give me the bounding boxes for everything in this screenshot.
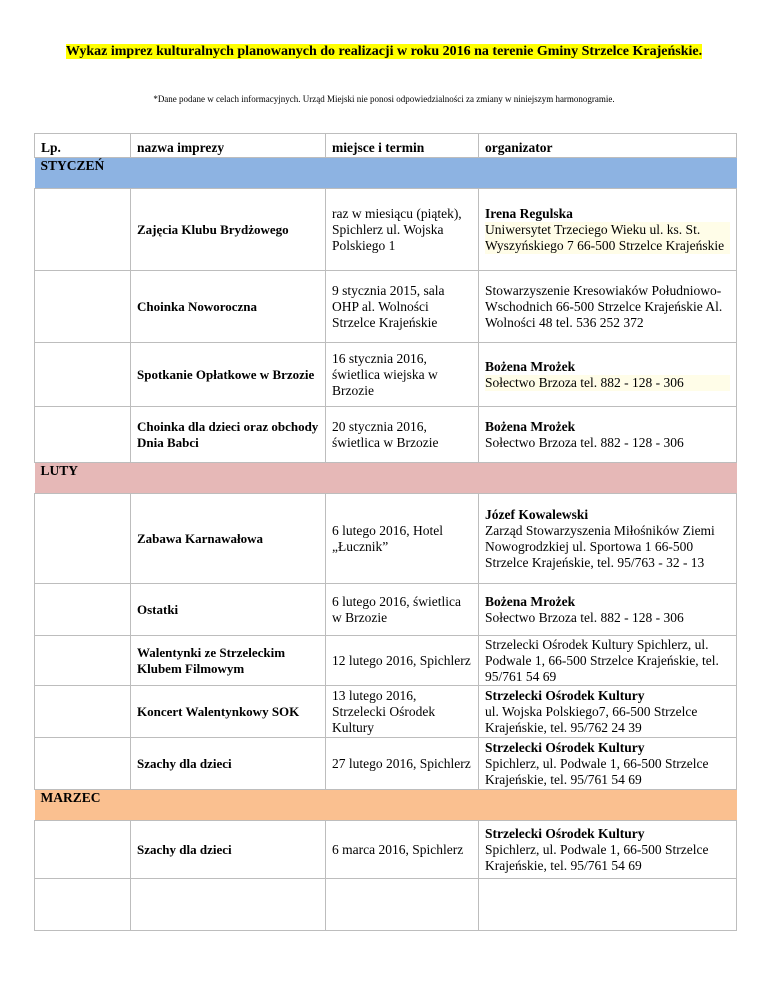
event-organizer: Strzelecki Ośrodek Kultury Spichlerz, ul. Podwale 1, 66-500 Strzelce Krajeńskie, tel. 95/761 54 69 (479, 821, 737, 879)
event-name: Choinka Noworoczna (131, 271, 326, 343)
table-row (35, 407, 737, 463)
event-place: 6 marca 2016, Spichlerz (326, 821, 479, 879)
event-organizer: Bożena Mrożek Sołectwo Brzoza tel. 882 - 128 - 306 (479, 584, 737, 636)
events-table (34, 133, 737, 931)
month-row-february (35, 463, 737, 494)
table-row (35, 189, 737, 271)
table-row (35, 821, 737, 879)
event-place: 16 stycznia 2016, świetlica wiejska w Brzozie (326, 343, 479, 407)
event-place: 13 lutego 2016, Strzelecki Ośrodek Kultury (326, 686, 479, 738)
header-place: miejsce i termin (326, 134, 479, 158)
event-organizer: Strzelecki Ośrodek Kultury ul. Wojska Polskiego7, 66-500 Strzelce Krajeńskie, tel. 95/762 24 39 (479, 686, 737, 738)
event-organizer: Bożena Mrożek Sołectwo Brzoza tel. 882 - 128 - 306 (479, 407, 737, 463)
event-name: Zajęcia Klubu Brydżowego (131, 189, 326, 271)
table-row (35, 738, 737, 790)
event-place: 12 lutego 2016, Spichlerz (326, 636, 479, 686)
event-name: Szachy dla dzieci (131, 821, 326, 879)
table-row (35, 686, 737, 738)
table-row (35, 584, 737, 636)
header-lp: Lp. (35, 134, 131, 158)
table-header (35, 134, 737, 158)
disclaimer-note: *Dane podane w celach informacyjnych. Urząd Miejski nie ponosi odpowiedzialności za zmiany w niniejszym harmonogramie. (153, 94, 615, 104)
event-organizer: Irena Regulska Uniwersytet Trzeciego Wieku ul. ks. St. Wyszyńskiego 7 66-500 Strzelce Krajeńskie (479, 189, 737, 271)
event-organizer: Strzelecki Ośrodek Kultury Spichlerz, ul. Podwale 1, 66-500 Strzelce Krajeńskie, tel. 95/761 54 69 (479, 738, 737, 790)
event-place: 6 lutego 2016, Hotel „Łucznik” (326, 494, 479, 584)
event-name: Szachy dla dzieci (131, 738, 326, 790)
event-name: Zabawa Karnawałowa (131, 494, 326, 584)
event-name: Koncert Walentynkowy SOK (131, 686, 326, 738)
header-organizer: organizator (479, 134, 737, 158)
table-row (35, 494, 737, 584)
event-place: 20 stycznia 2016, świetlica w Brzozie (326, 407, 479, 463)
month-label: STYCZEŃ (40, 158, 105, 173)
table-row (35, 636, 737, 686)
event-organizer: Bożena Mrożek Sołectwo Brzoza tel. 882 - 128 - 306 (479, 343, 737, 407)
event-name: Choinka dla dzieci oraz obchody Dnia Babci (131, 407, 326, 463)
document-title: Wykaz imprez kulturalnych planowanych do realizacji w roku 2016 na terenie Gminy Strzelce Krajeńskie. (65, 44, 703, 59)
event-name: Spotkanie Opłatkowe w Brzozie (131, 343, 326, 407)
event-organizer: Stowarzyszenie Kresowiaków Południowo-Wschodnich 66-500 Strzelce Krajeńskie Al. Wolności 48 tel. 536 252 372 (479, 271, 737, 343)
event-name: Ostatki (131, 584, 326, 636)
month-row-january (35, 158, 737, 189)
event-place: raz w miesiącu (piątek), Spichlerz ul. Wojska Polskiego 1 (326, 189, 479, 271)
event-name: Walentynki ze Strzeleckim Klubem Filmowym (131, 636, 326, 686)
month-label: MARZEC (40, 790, 101, 805)
event-organizer: Józef Kowalewski Zarząd Stowarzyszenia Miłośników Ziemi Nowogrodzkiej ul. Sportowa 1 66-500 Strzelce Krajeńskie, tel. 95/763 - 32 - 13 (479, 494, 737, 584)
table-row-empty (35, 879, 737, 931)
month-row-march (35, 790, 737, 821)
month-label: LUTY (40, 463, 79, 478)
table-row (35, 343, 737, 407)
event-place: 27 lutego 2016, Spichlerz (326, 738, 479, 790)
event-place: 9 stycznia 2015, sala OHP al. Wolności Strzelce Krajeńskie (326, 271, 479, 343)
event-organizer: Strzelecki Ośrodek Kultury Spichlerz, ul. Podwale 1, 66-500 Strzelce Krajeńskie, tel. 95/761 54 69 (479, 636, 737, 686)
header-name: nazwa imprezy (131, 134, 326, 158)
event-place: 6 lutego 2016, świetlica w Brzozie (326, 584, 479, 636)
table-row (35, 271, 737, 343)
